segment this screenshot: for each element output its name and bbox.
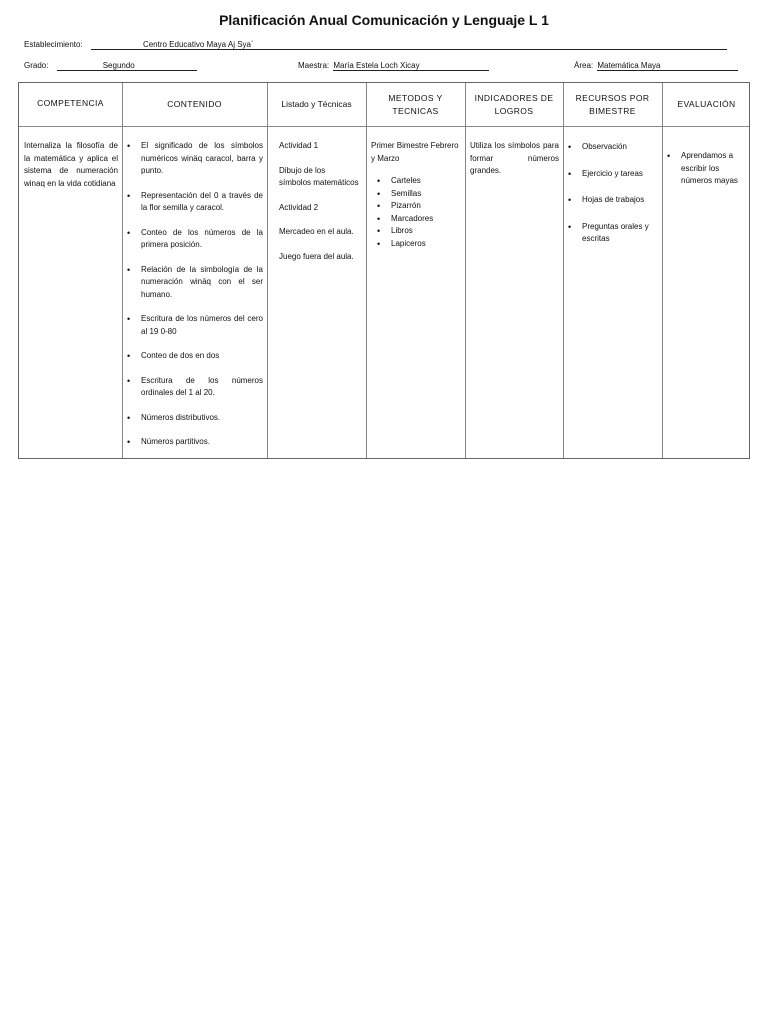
header-divider [19, 126, 749, 127]
contenido-item: • Relación de la simbología de la numeración winäq con el ser humano. [125, 264, 263, 302]
establecimiento-row [24, 40, 727, 50]
recursos-cell [566, 141, 659, 260]
planning-table [18, 82, 750, 459]
col-divider [662, 83, 663, 458]
maestra-label: Maestra: [298, 61, 330, 70]
contenido-item: • Números partitivos. [125, 436, 263, 449]
header-indicadores: INDICADORES DE LOGROS [474, 92, 554, 116]
metodos-item: • Semillas [375, 188, 461, 201]
contenido-item: • Conteo de los números de la primera posición. [125, 227, 263, 252]
grado-row [24, 61, 197, 71]
contenido-item: • Conteo de dos en dos [125, 350, 263, 363]
listado-item: Actividad 1 [279, 141, 319, 150]
area-value: Matemática Maya [597, 61, 738, 71]
listado-cell [279, 140, 359, 275]
contenido-list [125, 140, 263, 449]
header-evaluacion: EVALUACIÓN [677, 99, 736, 109]
grado-label: Grado: [24, 61, 49, 70]
header-competencia: COMPETENCIA [37, 98, 104, 108]
recursos-item: • Observación [566, 141, 659, 154]
evaluacion-item: • Aprendamos a escribir los números mayas [665, 150, 749, 188]
col-divider [267, 83, 268, 458]
recursos-item: • Preguntas orales y escritas [566, 221, 659, 246]
metodos-item: • Marcadores [375, 213, 461, 226]
maestra-row [298, 61, 489, 71]
header-recursos: RECURSOS POR BIMESTRE [575, 92, 650, 116]
contenido-item: • Escritura de los números del cero al 19 0-80 [125, 313, 263, 338]
header-contenido: CONTENIDO [167, 99, 222, 109]
contenido-item: • Representación del 0 a través de la flor semilla y caracol. [125, 190, 263, 215]
maestra-value: María Estela Loch Xicay [333, 61, 489, 71]
listado-item: Actividad 2 [279, 202, 319, 212]
contenido-cell [125, 140, 263, 461]
col-divider [122, 83, 123, 458]
contenido-item: • Escritura de los números ordinales del 1 al 20. [125, 375, 263, 400]
establecimiento-value: Centro Educativo Maya Aj Sya´ [91, 40, 727, 50]
contenido-item: • Números distributivos. [125, 412, 263, 425]
contenido-item: • El significado de los símbolos numéricos winäq caracol, barra y punto. [125, 140, 263, 178]
competencia-text: Internaliza la filosofía de la matemática y aplica el sistema de numeración winaq en la vida cotidiana [24, 141, 118, 188]
metodos-list [371, 175, 461, 250]
header-listado: Listado y Técnicas [281, 99, 352, 109]
recursos-list [566, 141, 659, 246]
metodos-item: • Carteles [375, 175, 461, 188]
metodos-intro: Primer Bimestre Febrero y Marzo [371, 141, 459, 163]
evaluacion-list [665, 150, 749, 188]
area-row [574, 61, 738, 71]
metodos-item: • Libros [375, 225, 461, 238]
establecimiento-label: Establecimiento: [24, 40, 83, 49]
listado-item: Dibujo de los símbolos matemáticos [279, 165, 359, 187]
col-divider [366, 83, 367, 458]
col-divider [465, 83, 466, 458]
area-label: Área: [574, 61, 594, 70]
evaluacion-cell [665, 150, 749, 188]
metodos-item: • Pizarrón [375, 200, 461, 213]
indicadores-text: Utiliza los símbolos para formar números grandes. [470, 141, 559, 175]
metodos-cell [371, 140, 461, 250]
recursos-item: • Hojas de trabajos [566, 194, 659, 207]
metodos-item: • Lapiceros [375, 238, 461, 251]
header-metodos: METODOS Y TECNICAS [388, 92, 443, 116]
col-divider [563, 83, 564, 458]
recursos-item: • Ejercicio y tareas [566, 168, 659, 181]
grado-value: Segundo [57, 61, 197, 71]
listado-list [279, 140, 359, 263]
listado-item: Mercadeo en el aula. [279, 227, 354, 236]
listado-item: Juego fuera del aula. [279, 251, 354, 261]
page-title: Planificación Anual Comunicación y Lenguaje L 1 [219, 12, 549, 28]
